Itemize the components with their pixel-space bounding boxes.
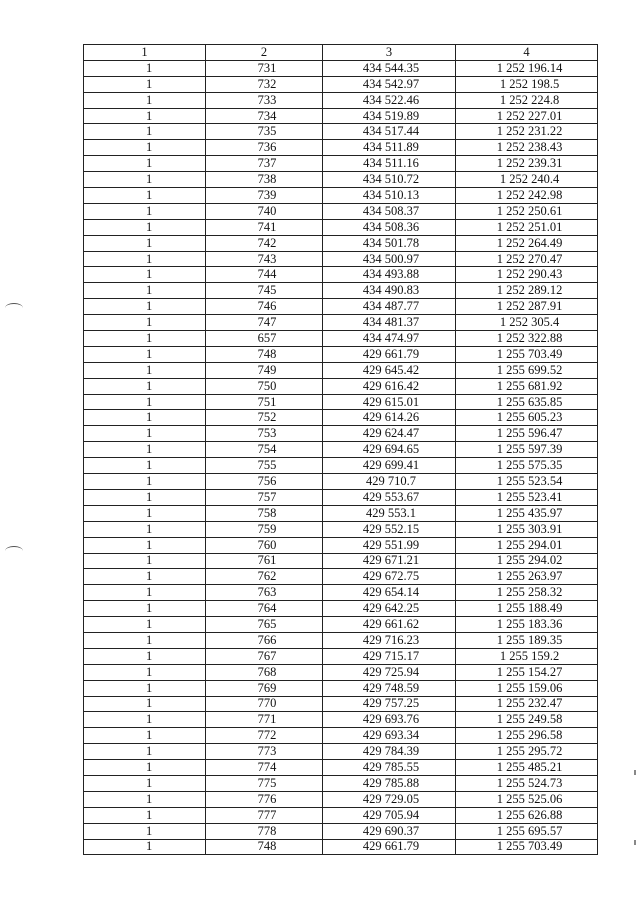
cell-point: 751 xyxy=(206,394,323,410)
cell-y: 1 252 239.31 xyxy=(456,156,598,172)
cell-part: 1 xyxy=(84,235,206,251)
margin-pencil-mark xyxy=(5,303,23,313)
cell-y: 1 252 322.88 xyxy=(456,331,598,347)
header-cell-x: 3 xyxy=(323,45,456,61)
cell-y: 1 252 250.61 xyxy=(456,203,598,219)
cell-x: 434 510.72 xyxy=(323,172,456,188)
cell-part: 1 xyxy=(84,362,206,378)
cell-point: 748 xyxy=(206,839,323,855)
table-row xyxy=(84,283,598,299)
cell-part: 1 xyxy=(84,219,206,235)
cell-part: 1 xyxy=(84,553,206,569)
cell-x: 434 501.78 xyxy=(323,235,456,251)
cell-part: 1 xyxy=(84,696,206,712)
table-row xyxy=(84,680,598,696)
table-row xyxy=(84,585,598,601)
cell-x: 429 661.79 xyxy=(323,346,456,362)
cell-x: 429 716.23 xyxy=(323,632,456,648)
cell-point: 774 xyxy=(206,760,323,776)
cell-y: 1 252 287.91 xyxy=(456,299,598,315)
cell-part: 1 xyxy=(84,124,206,140)
cell-point: 756 xyxy=(206,474,323,490)
table-row xyxy=(84,442,598,458)
cell-part: 1 xyxy=(84,251,206,267)
cell-y: 1 255 263.97 xyxy=(456,569,598,585)
cell-x: 434 511.16 xyxy=(323,156,456,172)
table-row xyxy=(84,108,598,124)
cell-y: 1 255 635.85 xyxy=(456,394,598,410)
header-cell-part: 1 xyxy=(84,45,206,61)
cell-x: 434 517.44 xyxy=(323,124,456,140)
cell-part: 1 xyxy=(84,346,206,362)
cell-part: 1 xyxy=(84,474,206,490)
table-row xyxy=(84,92,598,108)
cell-x: 429 551.99 xyxy=(323,537,456,553)
table-row xyxy=(84,489,598,505)
cell-x: 429 784.39 xyxy=(323,744,456,760)
cell-point: 743 xyxy=(206,251,323,267)
cell-y: 1 255 295.72 xyxy=(456,744,598,760)
cell-part: 1 xyxy=(84,632,206,648)
cell-y: 1 255 699.52 xyxy=(456,362,598,378)
cell-point: 733 xyxy=(206,92,323,108)
table-row xyxy=(84,712,598,728)
table-row xyxy=(84,76,598,92)
table-row xyxy=(84,331,598,347)
cell-x: 429 645.42 xyxy=(323,362,456,378)
cell-x: 434 544.35 xyxy=(323,60,456,76)
cell-y: 1 252 238.43 xyxy=(456,140,598,156)
cell-x: 429 710.7 xyxy=(323,474,456,490)
cell-y: 1 255 183.36 xyxy=(456,617,598,633)
table-row xyxy=(84,521,598,537)
cell-y: 1 252 240.4 xyxy=(456,172,598,188)
cell-part: 1 xyxy=(84,712,206,728)
cell-part: 1 xyxy=(84,807,206,823)
cell-part: 1 xyxy=(84,760,206,776)
cell-part: 1 xyxy=(84,172,206,188)
cell-part: 1 xyxy=(84,744,206,760)
cell-point: 775 xyxy=(206,775,323,791)
cell-point: 746 xyxy=(206,299,323,315)
cell-y: 1 255 232.47 xyxy=(456,696,598,712)
table-row xyxy=(84,140,598,156)
cell-x: 429 552.15 xyxy=(323,521,456,537)
table-row xyxy=(84,823,598,839)
cell-part: 1 xyxy=(84,505,206,521)
cell-y: 1 255 681.92 xyxy=(456,378,598,394)
table-row xyxy=(84,617,598,633)
table-row xyxy=(84,60,598,76)
table-row xyxy=(84,601,598,617)
table-row xyxy=(84,394,598,410)
table-row xyxy=(84,172,598,188)
table-row xyxy=(84,744,598,760)
cell-y: 1 255 294.01 xyxy=(456,537,598,553)
cell-y: 1 255 524.73 xyxy=(456,775,598,791)
cell-y: 1 255 523.41 xyxy=(456,489,598,505)
cell-point: 763 xyxy=(206,585,323,601)
table-row xyxy=(84,426,598,442)
cell-point: 731 xyxy=(206,60,323,76)
table-row xyxy=(84,188,598,204)
cell-y: 1 252 227.01 xyxy=(456,108,598,124)
table-row xyxy=(84,346,598,362)
table-row xyxy=(84,124,598,140)
coordinates-table-body xyxy=(84,45,598,855)
cell-part: 1 xyxy=(84,728,206,744)
cell-x: 429 729.05 xyxy=(323,791,456,807)
cell-point: 750 xyxy=(206,378,323,394)
cell-x: 429 642.25 xyxy=(323,601,456,617)
cell-y: 1 255 188.49 xyxy=(456,601,598,617)
cell-x: 434 487.77 xyxy=(323,299,456,315)
cell-y: 1 255 249.58 xyxy=(456,712,598,728)
table-row xyxy=(84,791,598,807)
scan-edge-artifact xyxy=(634,840,636,845)
cell-x: 429 785.55 xyxy=(323,760,456,776)
cell-y: 1 255 597.39 xyxy=(456,442,598,458)
table-row xyxy=(84,839,598,855)
table-row xyxy=(84,410,598,426)
table-row xyxy=(84,760,598,776)
cell-point: 742 xyxy=(206,235,323,251)
cell-part: 1 xyxy=(84,489,206,505)
table-row xyxy=(84,632,598,648)
cell-point: 769 xyxy=(206,680,323,696)
cell-part: 1 xyxy=(84,410,206,426)
cell-point: 776 xyxy=(206,791,323,807)
cell-part: 1 xyxy=(84,92,206,108)
cell-y: 1 255 695.57 xyxy=(456,823,598,839)
cell-part: 1 xyxy=(84,315,206,331)
table-row xyxy=(84,267,598,283)
cell-y: 1 252 289.12 xyxy=(456,283,598,299)
cell-part: 1 xyxy=(84,569,206,585)
cell-y: 1 255 596.47 xyxy=(456,426,598,442)
cell-x: 429 694.65 xyxy=(323,442,456,458)
cell-part: 1 xyxy=(84,680,206,696)
table-row xyxy=(84,235,598,251)
table-row xyxy=(84,378,598,394)
cell-point: 772 xyxy=(206,728,323,744)
cell-x: 429 654.14 xyxy=(323,585,456,601)
cell-point: 758 xyxy=(206,505,323,521)
cell-y: 1 255 296.58 xyxy=(456,728,598,744)
cell-y: 1 252 264.49 xyxy=(456,235,598,251)
cell-y: 1 255 435.97 xyxy=(456,505,598,521)
cell-point: 737 xyxy=(206,156,323,172)
cell-y: 1 252 270.47 xyxy=(456,251,598,267)
cell-point: 657 xyxy=(206,331,323,347)
cell-point: 760 xyxy=(206,537,323,553)
cell-part: 1 xyxy=(84,585,206,601)
cell-point: 732 xyxy=(206,76,323,92)
table-row xyxy=(84,474,598,490)
cell-point: 748 xyxy=(206,346,323,362)
scan-edge-artifact xyxy=(634,770,636,775)
cell-x: 429 614.26 xyxy=(323,410,456,426)
cell-x: 429 661.79 xyxy=(323,839,456,855)
table-row xyxy=(84,362,598,378)
cell-y: 1 252 251.01 xyxy=(456,219,598,235)
cell-point: 754 xyxy=(206,442,323,458)
cell-part: 1 xyxy=(84,823,206,839)
cell-y: 1 252 224.8 xyxy=(456,92,598,108)
cell-y: 1 252 231.22 xyxy=(456,124,598,140)
table-row xyxy=(84,569,598,585)
cell-point: 753 xyxy=(206,426,323,442)
cell-point: 735 xyxy=(206,124,323,140)
table-row xyxy=(84,156,598,172)
cell-x: 434 493.88 xyxy=(323,267,456,283)
cell-y: 1 252 196.14 xyxy=(456,60,598,76)
cell-x: 434 510.13 xyxy=(323,188,456,204)
cell-point: 744 xyxy=(206,267,323,283)
cell-point: 778 xyxy=(206,823,323,839)
cell-y: 1 255 703.49 xyxy=(456,839,598,855)
cell-y: 1 255 303.91 xyxy=(456,521,598,537)
cell-y: 1 252 290.43 xyxy=(456,267,598,283)
cell-x: 429 705.94 xyxy=(323,807,456,823)
cell-x: 429 624.47 xyxy=(323,426,456,442)
cell-point: 762 xyxy=(206,569,323,585)
table-row xyxy=(84,299,598,315)
cell-part: 1 xyxy=(84,394,206,410)
cell-x: 429 715.17 xyxy=(323,648,456,664)
cell-part: 1 xyxy=(84,442,206,458)
cell-part: 1 xyxy=(84,283,206,299)
margin-pencil-mark xyxy=(5,546,23,556)
cell-point: 736 xyxy=(206,140,323,156)
cell-point: 752 xyxy=(206,410,323,426)
cell-y: 1 255 485.21 xyxy=(456,760,598,776)
cell-part: 1 xyxy=(84,188,206,204)
cell-x: 429 615.01 xyxy=(323,394,456,410)
header-cell-y: 4 xyxy=(456,45,598,61)
table-row xyxy=(84,775,598,791)
cell-point: 739 xyxy=(206,188,323,204)
table-row xyxy=(84,203,598,219)
coordinates-table xyxy=(83,44,598,855)
cell-x: 429 672.75 xyxy=(323,569,456,585)
table-header-row xyxy=(84,45,598,61)
cell-x: 429 690.37 xyxy=(323,823,456,839)
cell-y: 1 252 242.98 xyxy=(456,188,598,204)
cell-point: 773 xyxy=(206,744,323,760)
cell-part: 1 xyxy=(84,203,206,219)
cell-part: 1 xyxy=(84,648,206,664)
cell-x: 429 616.42 xyxy=(323,378,456,394)
cell-part: 1 xyxy=(84,775,206,791)
cell-part: 1 xyxy=(84,267,206,283)
table-row xyxy=(84,219,598,235)
cell-x: 434 500.97 xyxy=(323,251,456,267)
cell-part: 1 xyxy=(84,60,206,76)
cell-part: 1 xyxy=(84,378,206,394)
table-row xyxy=(84,251,598,267)
cell-x: 434 481.37 xyxy=(323,315,456,331)
cell-y: 1 255 159.2 xyxy=(456,648,598,664)
cell-point: 738 xyxy=(206,172,323,188)
cell-part: 1 xyxy=(84,108,206,124)
cell-x: 429 553.67 xyxy=(323,489,456,505)
cell-x: 434 522.46 xyxy=(323,92,456,108)
cell-point: 764 xyxy=(206,601,323,617)
cell-x: 434 542.97 xyxy=(323,76,456,92)
cell-x: 429 699.41 xyxy=(323,458,456,474)
cell-point: 749 xyxy=(206,362,323,378)
cell-y: 1 255 575.35 xyxy=(456,458,598,474)
cell-part: 1 xyxy=(84,839,206,855)
cell-part: 1 xyxy=(84,537,206,553)
cell-point: 740 xyxy=(206,203,323,219)
cell-x: 429 553.1 xyxy=(323,505,456,521)
table-row xyxy=(84,537,598,553)
cell-x: 429 785.88 xyxy=(323,775,456,791)
cell-x: 429 725.94 xyxy=(323,664,456,680)
cell-y: 1 252 305.4 xyxy=(456,315,598,331)
cell-point: 777 xyxy=(206,807,323,823)
cell-y: 1 255 523.54 xyxy=(456,474,598,490)
cell-y: 1 255 189.35 xyxy=(456,632,598,648)
cell-x: 434 474.97 xyxy=(323,331,456,347)
cell-y: 1 255 258.32 xyxy=(456,585,598,601)
cell-part: 1 xyxy=(84,426,206,442)
cell-x: 429 661.62 xyxy=(323,617,456,633)
cell-part: 1 xyxy=(84,299,206,315)
cell-point: 761 xyxy=(206,553,323,569)
cell-y: 1 255 605.23 xyxy=(456,410,598,426)
cell-x: 429 748.59 xyxy=(323,680,456,696)
table-row xyxy=(84,458,598,474)
cell-part: 1 xyxy=(84,458,206,474)
cell-point: 745 xyxy=(206,283,323,299)
cell-part: 1 xyxy=(84,791,206,807)
cell-point: 767 xyxy=(206,648,323,664)
cell-y: 1 255 154.27 xyxy=(456,664,598,680)
cell-y: 1 255 525.06 xyxy=(456,791,598,807)
table-row xyxy=(84,553,598,569)
cell-y: 1 255 159.06 xyxy=(456,680,598,696)
cell-point: 766 xyxy=(206,632,323,648)
cell-point: 771 xyxy=(206,712,323,728)
cell-y: 1 255 703.49 xyxy=(456,346,598,362)
cell-part: 1 xyxy=(84,76,206,92)
cell-x: 429 693.76 xyxy=(323,712,456,728)
cell-y: 1 255 626.88 xyxy=(456,807,598,823)
cell-y: 1 252 198.5 xyxy=(456,76,598,92)
table-row xyxy=(84,505,598,521)
cell-point: 759 xyxy=(206,521,323,537)
cell-x: 429 757.25 xyxy=(323,696,456,712)
cell-part: 1 xyxy=(84,156,206,172)
table-row xyxy=(84,315,598,331)
cell-point: 741 xyxy=(206,219,323,235)
cell-x: 434 508.36 xyxy=(323,219,456,235)
cell-x: 429 693.34 xyxy=(323,728,456,744)
cell-point: 734 xyxy=(206,108,323,124)
cell-point: 757 xyxy=(206,489,323,505)
cell-part: 1 xyxy=(84,521,206,537)
cell-point: 747 xyxy=(206,315,323,331)
cell-point: 755 xyxy=(206,458,323,474)
table-row xyxy=(84,648,598,664)
table-row xyxy=(84,664,598,680)
table-row xyxy=(84,696,598,712)
cell-point: 765 xyxy=(206,617,323,633)
cell-point: 768 xyxy=(206,664,323,680)
cell-x: 429 671.21 xyxy=(323,553,456,569)
cell-point: 770 xyxy=(206,696,323,712)
cell-part: 1 xyxy=(84,331,206,347)
cell-x: 434 508.37 xyxy=(323,203,456,219)
cell-x: 434 490.83 xyxy=(323,283,456,299)
table-row xyxy=(84,728,598,744)
cell-part: 1 xyxy=(84,664,206,680)
cell-x: 434 511.89 xyxy=(323,140,456,156)
header-cell-point: 2 xyxy=(206,45,323,61)
table-row xyxy=(84,807,598,823)
cell-part: 1 xyxy=(84,140,206,156)
cell-x: 434 519.89 xyxy=(323,108,456,124)
cell-part: 1 xyxy=(84,617,206,633)
cell-y: 1 255 294.02 xyxy=(456,553,598,569)
cell-part: 1 xyxy=(84,601,206,617)
